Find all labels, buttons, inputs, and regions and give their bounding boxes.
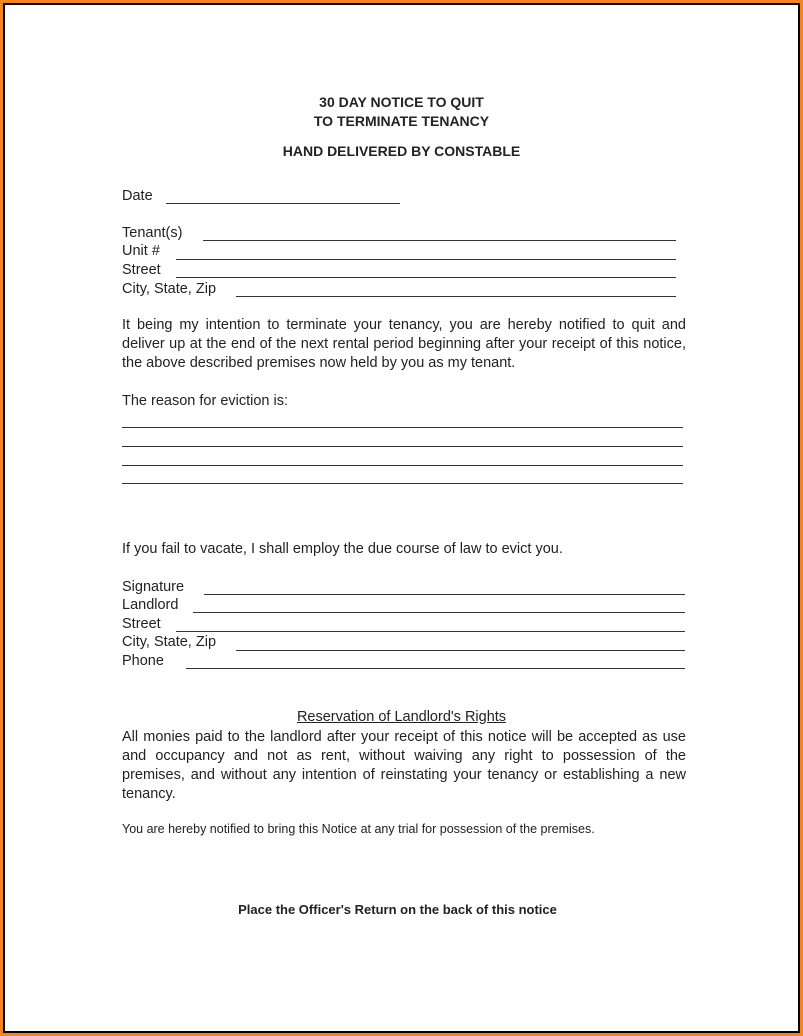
- reservation-paragraph: All monies paid to the landlord after your receipt of this notice will be accepted as use and occupancy and not as rent, without waiving any right to possession of the premises, and without any intention of reinstating your tenancy or establishing a new tenancy.: [122, 729, 686, 802]
- unit-field[interactable]: [176, 259, 676, 260]
- tenants-label: Tenant(s): [122, 225, 183, 241]
- landlord-city-field[interactable]: [236, 650, 685, 651]
- reason-line-1[interactable]: [122, 427, 683, 428]
- tenant-street-label: Street: [122, 262, 161, 278]
- intention-paragraph: It being my intention to terminate your tenancy, you are hereby notified to quit and deliver up at the end of the next rental period beginning after your receipt of this notice, the above described premises now held by you as my tenant.: [122, 317, 686, 371]
- landlord-street-label: Street: [122, 616, 161, 632]
- tenant-city-field[interactable]: [236, 296, 676, 297]
- trial-notice: You are hereby notified to bring this Notice at any trial for possession of the premises.: [122, 822, 595, 836]
- tenants-field[interactable]: [203, 240, 676, 241]
- officer-return-note: Place the Officer's Return on the back of this notice: [238, 902, 557, 917]
- signature-label: Signature: [122, 579, 185, 595]
- reason-line-4[interactable]: [122, 483, 683, 484]
- reservation-heading: Reservation of Landlord's Rights: [296, 709, 507, 725]
- phone-field[interactable]: [186, 668, 685, 669]
- date-field[interactable]: [166, 203, 400, 204]
- title-line-2: TO TERMINATE TENANCY: [313, 113, 490, 129]
- reason-line-2[interactable]: [122, 446, 683, 447]
- landlord-street-field[interactable]: [176, 631, 685, 632]
- unit-label: Unit #: [122, 243, 160, 259]
- title-line-1: 30 DAY NOTICE TO QUIT: [319, 94, 484, 110]
- signature-field[interactable]: [204, 594, 685, 595]
- reason-line-3[interactable]: [122, 465, 683, 466]
- fail-statement: If you fail to vacate, I shall employ the due course of law to evict you.: [122, 541, 563, 557]
- landlord-label: Landlord: [122, 597, 179, 613]
- landlord-city-label: City, State, Zip: [122, 634, 217, 650]
- tenant-city-label: City, State, Zip: [122, 281, 217, 297]
- tenant-street-field[interactable]: [176, 277, 676, 278]
- reason-label: The reason for eviction is:: [122, 393, 289, 409]
- subtitle: HAND DELIVERED BY CONSTABLE: [282, 143, 521, 159]
- date-label: Date: [122, 188, 153, 204]
- landlord-field[interactable]: [193, 612, 685, 613]
- phone-label: Phone: [122, 653, 164, 669]
